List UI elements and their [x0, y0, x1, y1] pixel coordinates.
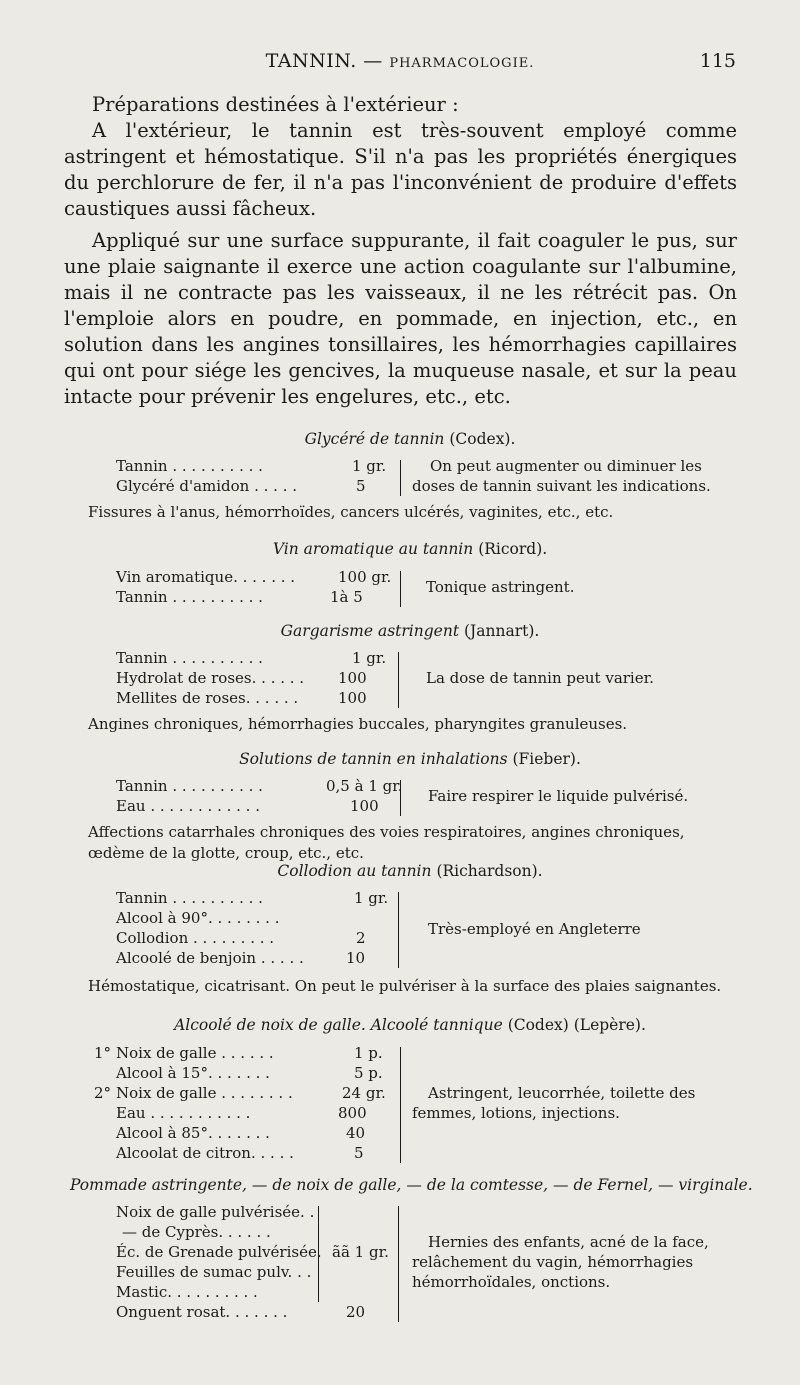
recipe-2-quantity: 100 gr. — [338, 568, 392, 586]
recipe-1-comment: Fissures à l'anus, hémorrhoïdes, cancers ulcérés, vaginites, etc., etc. — [88, 503, 614, 521]
recipe-6-step-number: 1° — [94, 1044, 112, 1062]
recipe-2-ingredient: Vin aromatique. . . . . . . — [116, 568, 296, 586]
intro-heading: Préparations destinées à l'extérieur : — [92, 93, 459, 116]
recipe-7-ingredient: Onguent rosat. . . . . . . — [116, 1303, 288, 1321]
recipe-3-title: Gargarisme astringent (Jannart). — [280, 622, 540, 640]
recipe-3-quantity: 100 — [338, 689, 367, 707]
recipe-4-ingredient: Eau . . . . . . . . . . . . — [116, 797, 260, 815]
recipe-4-quantity: 100 — [350, 797, 379, 815]
recipe-5-quantity: 1 gr. — [354, 889, 389, 907]
recipe-7-note-line-3: hémorrhoïdales, onctions. — [412, 1273, 611, 1291]
recipe-1-ingredient: Glycéré d'amidon . . . . . — [116, 477, 298, 495]
recipe-6-ingredient: Alcool à 85°. . . . . . . — [116, 1124, 270, 1142]
recipe-6-ingredient: Noix de galle . . . . . . . . — [116, 1084, 293, 1102]
recipe-4-quantity: 0,5 à 1 gr. — [326, 777, 403, 795]
recipe-7-note-line-1: Hernies des enfants, acné de la face, — [428, 1233, 709, 1251]
recipe-1-note-line-1: On peut augmenter ou diminuer les — [430, 457, 702, 475]
recipe-5-title: Collodion au tannin (Richardson). — [277, 862, 543, 880]
recipe-6-ingredient: Eau . . . . . . . . . . . — [116, 1104, 251, 1122]
recipe-1-ingredient: Tannin . . . . . . . . . . — [116, 457, 263, 475]
recipe-6-ingredient: Alcool à 15°. . . . . . . — [116, 1064, 270, 1082]
recipe-4-brace — [400, 780, 401, 816]
recipe-1-note-line-2: doses de tannin suivant les indications. — [412, 477, 711, 495]
page-number: 115 — [699, 50, 736, 72]
recipe-1-quantity: 1 gr. — [352, 457, 387, 475]
recipe-6-quantity: 24 gr. — [342, 1084, 386, 1102]
header-title — [0, 50, 800, 72]
recipe-7-ingredient: Noix de galle pulvérisée. . — [116, 1203, 315, 1221]
recipe-7-ingredient: Éc. de Grenade pulvérisée. — [116, 1243, 322, 1261]
recipe-7-ingredient: — de Cyprès. . . . . . — [122, 1223, 271, 1241]
recipe-2-note: Tonique astringent. — [426, 578, 575, 596]
recipe-5-note: Très-employé en Angleterre — [428, 920, 641, 938]
recipe-3-comment: Angines chroniques, hémorrhagies buccales, pharyngites granuleuses. — [88, 715, 628, 733]
recipe-3-brace — [398, 652, 399, 708]
running-header — [0, 50, 800, 80]
recipe-3-ingredient: Tannin . . . . . . . . . . — [116, 649, 263, 667]
recipe-6-title: Alcoolé de noix de galle. Alcoolé tannique (Codex) (Lepère). — [174, 1016, 646, 1034]
recipe-6-step-number: 2° — [94, 1084, 112, 1102]
recipe-7-ingredient: Feuilles de sumac pulv. . . — [116, 1263, 312, 1281]
recipe-6-note-line-1: Astringent, leucorrhée, toilette des — [428, 1084, 696, 1102]
header-title-main: TANNIN. — [265, 50, 357, 72]
recipe-5-comment: Hémostatique, cicatrisant. On peut le pulvériser à la surface des plaies saignantes. — [88, 977, 722, 995]
recipe-3-quantity: 100 — [338, 669, 367, 687]
intro-paragraph-1: A l'extérieur, le tannin est très-souvent employé comme astringent et hémostatique. S'il n'a pas les propriétés énergiques du perchlorure de fer, il n'a pas l'inconvénient de produire d'effets caustiques aussi fâcheux. — [64, 119, 737, 220]
recipe-2-ingredient: Tannin . . . . . . . . . . — [116, 588, 263, 606]
recipe-4-ingredient: Tannin . . . . . . . . . . — [116, 777, 263, 795]
recipe-7-note-line-2: relâchement du vagin, hémorrhagies — [412, 1253, 694, 1271]
recipe-7-last-quantity: 20 — [346, 1303, 366, 1321]
recipe-1-brace — [400, 460, 401, 496]
recipe-2-title: Vin aromatique au tannin (Ricord). — [272, 540, 548, 558]
recipe-6-quantity: 800 — [338, 1104, 367, 1122]
recipe-1-quantity: 5 — [356, 477, 366, 495]
recipe-6-quantity: 5 — [354, 1144, 364, 1162]
intro-paragraph-2: Appliqué sur une surface suppurante, il fait coaguler le pus, sur une plaie saignante il exerce une action coagulante sur l'albumine, mais il ne contracte pas les vaisseaux, il ne les rétrécit pas. On l'emploie alors en poudre, en pommade, en injection, etc., en solution dans les angines tonsillaires, les hémorrhagies capillaires qui ont pour siége les gencives, la muqueuse nasale, et sur la peau intacte pour prévenir les engelures, etc., etc. — [64, 229, 737, 408]
recipe-6-ingredient: Noix de galle . . . . . . — [116, 1044, 274, 1062]
recipe-5-ingredient: Tannin . . . . . . . . . . — [116, 889, 263, 907]
recipe-3-quantity: 1 gr. — [352, 649, 387, 667]
header-title-sep: — — [363, 50, 383, 72]
recipe-6-note-line-2: femmes, lotions, injections. — [412, 1104, 620, 1122]
recipe-7-outer-brace — [398, 1206, 399, 1322]
recipe-7-title: Pommade astringente, — de noix de galle, — de la comtesse, — de Fernel, — virginale. — [70, 1176, 753, 1194]
recipe-6-brace — [400, 1047, 401, 1163]
recipe-6-ingredient: Alcoolat de citron. . . . . — [116, 1144, 294, 1162]
recipe-4-title: Solutions de tannin en inhalations (Fieber). — [239, 750, 581, 768]
recipe-7-ingredient: Mastic. . . . . . . . . . — [116, 1283, 258, 1301]
header-title-sub: PHARMACOLOGIE. — [389, 56, 535, 71]
recipe-7-inner-brace — [318, 1206, 319, 1302]
recipe-5-brace — [398, 892, 399, 968]
recipe-4-note: Faire respirer le liquide pulvérisé. — [428, 787, 689, 805]
recipe-3-ingredient: Mellites de roses. . . . . . — [116, 689, 299, 707]
recipe-5-quantity: 2 — [356, 929, 366, 947]
recipe-6-quantity: 1 p. — [354, 1044, 383, 1062]
recipe-5-ingredient: Alcoolé de benjoin . . . . . — [116, 949, 304, 967]
recipe-3-ingredient: Hydrolat de roses. . . . . . — [116, 669, 305, 687]
recipe-6-quantity: 5 p. — [354, 1064, 383, 1082]
recipe-6-quantity: 40 — [346, 1124, 366, 1142]
recipe-5-ingredient: Collodion . . . . . . . . . — [116, 929, 275, 947]
recipe-5-ingredient: Alcool à 90°. . . . . . . . — [116, 909, 280, 927]
recipe-5-quantity: 10 — [346, 949, 366, 967]
recipe-1-title: Glycéré de tannin (Codex). — [304, 430, 516, 448]
recipe-2-quantity: 1à 5 — [330, 588, 363, 606]
recipe-4-comment: Affections catarrhales chroniques des voies respiratoires, angines chroniques, œdème de la glotte, croup, etc., etc. — [88, 823, 685, 862]
recipe-3-note: La dose de tannin peut varier. — [426, 669, 654, 687]
recipe-7-shared-quantity: ãã 1 gr. — [332, 1243, 389, 1261]
recipe-2-brace — [400, 571, 401, 607]
